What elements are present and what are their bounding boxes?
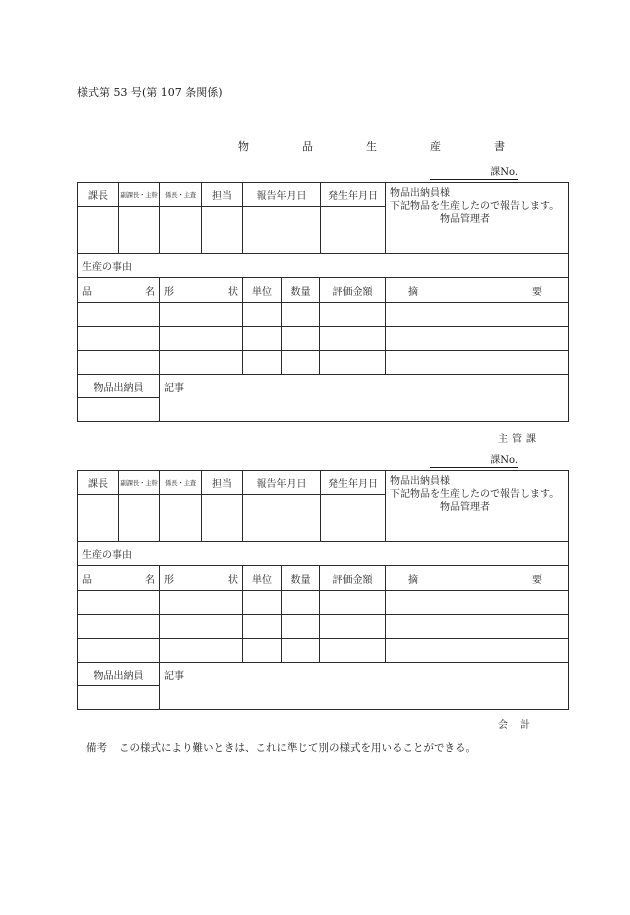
item-shape-cell[interactable] [160, 639, 243, 663]
report-notice [386, 471, 569, 542]
property-officer-label: 物品出納員 [78, 663, 160, 686]
footnote-label: 備考 [86, 742, 107, 754]
item-shape-cell[interactable] [160, 303, 243, 327]
production-reason[interactable] [78, 254, 569, 278]
seal-box[interactable] [160, 495, 202, 542]
col-item-name: 品 名 [78, 278, 160, 303]
seal-box[interactable] [202, 207, 243, 254]
occurrence-date-header: 発生年月日 [321, 183, 386, 207]
item-value-cell[interactable] [320, 351, 385, 374]
item-name-cell[interactable] [78, 615, 160, 639]
col-shape: 形 状 [160, 278, 243, 303]
item-summary-cell[interactable] [386, 351, 569, 375]
seal-box[interactable] [202, 495, 243, 542]
notice-text: 下記物品を生産したので報告します。 [390, 201, 560, 212]
report-notice [386, 183, 569, 254]
item-value-cell[interactable] [320, 327, 385, 350]
production-reason[interactable] [78, 542, 569, 566]
property-officer-label: 物品出納員 [78, 375, 160, 398]
col-item-name: 品 名 [78, 566, 160, 591]
notice-signer: 物品管理者 [440, 502, 490, 513]
dept-number-field[interactable]: 課No. [430, 163, 518, 180]
unit-qty-header [243, 566, 386, 591]
approval-header: 担当 [202, 183, 243, 207]
report-date-field[interactable] [243, 207, 321, 254]
seal-box[interactable] [119, 207, 160, 254]
footnote [86, 740, 476, 755]
item-summary-cell[interactable] [386, 303, 569, 327]
seal-box[interactable] [78, 207, 119, 254]
document-title: 物 品 生 産 書 [238, 140, 526, 153]
item-shape-cell[interactable] [160, 351, 243, 375]
item-summary-cell[interactable] [386, 615, 569, 639]
item-row [78, 351, 569, 375]
col-quantity: 数量 [282, 278, 320, 302]
approval-header: 副課長・主幹 [119, 183, 160, 207]
footnote-text: この様式により難いときは、これに準じて別の様式を用いることができる。 [119, 742, 476, 754]
col-summary: 摘 要 [386, 566, 569, 591]
remarks-field[interactable] [160, 663, 569, 710]
item-name-cell[interactable] [78, 303, 160, 327]
approval-header: 係長・主査 [160, 183, 202, 207]
item-shape-cell[interactable] [160, 327, 243, 351]
occurrence-date-field[interactable] [321, 495, 386, 542]
item-summary-cell[interactable] [386, 639, 569, 663]
notice-addressee: 物品出納員様 [390, 188, 450, 199]
item-qty-cell[interactable] [282, 639, 320, 662]
unit-qty-header [243, 278, 386, 303]
item-qty-cell[interactable] [282, 591, 320, 614]
production-form-1 [77, 182, 569, 422]
item-name-cell[interactable] [78, 591, 160, 615]
item-row [78, 591, 569, 615]
item-qty-cell[interactable] [282, 351, 320, 374]
item-summary-cell[interactable] [386, 327, 569, 351]
item-value-cell[interactable] [320, 639, 385, 662]
item-name-cell[interactable] [78, 639, 160, 663]
report-date-header: 報告年月日 [243, 471, 321, 495]
col-unit: 単位 [243, 278, 282, 302]
col-appraised-value: 評価金額 [332, 286, 373, 298]
item-name-cell[interactable] [78, 351, 160, 375]
notice-text: 下記物品を生産したので報告します。 [390, 489, 560, 500]
col-appraised-value: 評価金額 [332, 574, 373, 586]
item-value-cell[interactable] [320, 591, 385, 614]
form-number: 様式第 53 号(第 107 条関係) [77, 86, 223, 99]
remarks-label: 記事 [164, 671, 184, 682]
item-shape-cell[interactable] [160, 591, 243, 615]
property-officer-seal[interactable] [78, 398, 160, 422]
property-officer-seal[interactable] [78, 686, 160, 710]
item-shape-cell[interactable] [160, 615, 243, 639]
dept-number-field[interactable]: 課No. [430, 451, 518, 468]
item-row [78, 639, 569, 663]
item-qty-cell[interactable] [282, 303, 320, 326]
item-unit-cell[interactable] [243, 615, 282, 638]
form-caption: 会計 [498, 720, 542, 731]
item-row [78, 615, 569, 639]
seal-box[interactable] [160, 207, 202, 254]
seal-box[interactable] [78, 495, 119, 542]
form-caption: 主管課 [498, 434, 540, 445]
item-value-cell[interactable] [320, 303, 385, 326]
notice-addressee: 物品出納員様 [390, 476, 450, 487]
item-qty-cell[interactable] [282, 327, 320, 350]
col-summary: 摘 要 [386, 278, 569, 303]
reason-label: 生産の事由 [82, 550, 132, 561]
approval-header: 課長 [78, 471, 119, 495]
report-date-header: 報告年月日 [243, 183, 321, 207]
item-unit-cell[interactable] [243, 639, 282, 662]
col-quantity: 数量 [282, 566, 320, 590]
seal-box[interactable] [119, 495, 160, 542]
approval-header: 課長 [78, 183, 119, 207]
item-unit-cell[interactable] [243, 327, 282, 350]
approval-header: 係長・主査 [160, 471, 202, 495]
item-unit-cell[interactable] [243, 303, 282, 326]
production-form-2 [77, 470, 569, 710]
item-qty-cell[interactable] [282, 615, 320, 638]
approval-header: 副課長・主幹 [119, 471, 160, 495]
occurrence-date-header: 発生年月日 [321, 471, 386, 495]
remarks-field[interactable] [160, 375, 569, 422]
item-row [78, 327, 569, 351]
item-row [78, 303, 569, 327]
occurrence-date-field[interactable] [321, 207, 386, 254]
reason-label: 生産の事由 [82, 262, 132, 273]
item-name-cell[interactable] [78, 327, 160, 351]
col-unit: 単位 [243, 566, 282, 590]
item-value-cell[interactable] [320, 615, 385, 638]
col-shape: 形 状 [160, 566, 243, 591]
item-unit-cell[interactable] [243, 591, 282, 614]
report-date-field[interactable] [243, 495, 321, 542]
item-unit-cell[interactable] [243, 351, 282, 374]
item-summary-cell[interactable] [386, 591, 569, 615]
notice-signer: 物品管理者 [440, 214, 490, 225]
remarks-label: 記事 [164, 383, 184, 394]
approval-header: 担当 [202, 471, 243, 495]
